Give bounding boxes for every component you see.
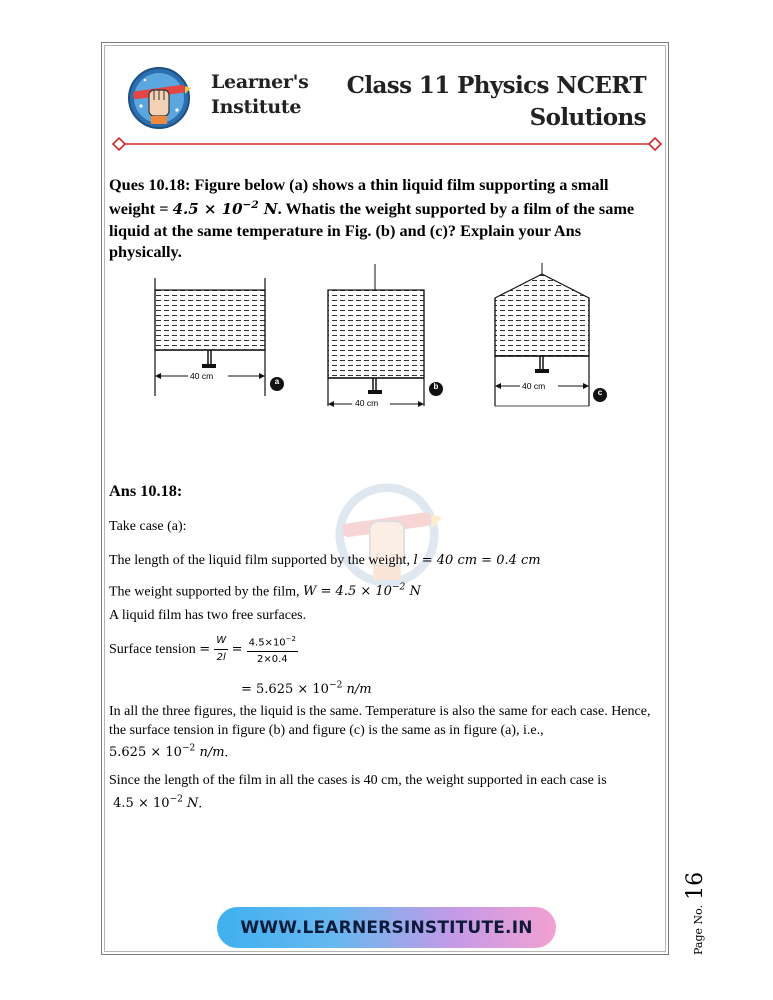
watermark-logo <box>332 480 442 590</box>
figure-c-badge: c <box>597 388 603 397</box>
title-line-1: Class 11 Physics NCERT <box>346 72 646 99</box>
explanation-paragraph-1: In all the three figures, the liquid is the same. Temperature is also the same for each case. Hence, the surface tension in figure (b) and figure (c) is the same as in figure (a), i.e., $5.625 \times 10^{-2}$ n/m. <box>109 704 651 761</box>
title-line-2: Solutions <box>529 104 646 131</box>
answer-length-line: The length of the liquid film supported by the weight, l = 40 cm = 0.4 cm <box>109 553 541 568</box>
surface-tension-line: Surface tension = $\frac{W}{2l}$ = $\frac{4.5\times 10^{-2}}{2\times 0.4}$ <box>109 635 296 666</box>
explanation-paragraph-2: Since the length of the film in all the cases is 40 cm, the weight supported in each case is $4.5 \times 10^{-2}$ N. <box>109 773 607 811</box>
film-figures <box>140 258 620 414</box>
brand-line-2: Institute <box>211 96 302 118</box>
question-text <box>109 174 654 262</box>
website-banner[interactable]: WWW.LEARNERSINSTITUTE.IN <box>217 907 556 948</box>
weight-equation: $W = 4.5 \times 10^{-2}$ N <box>303 583 421 600</box>
answer-weight-line: The weight supported by the film, $W = 4.5 \times 10^{-2}$ N <box>109 583 421 600</box>
fraction-w-over-2l: $\frac{W}{2l}$ <box>216 635 227 664</box>
question-label: Ques 10.18: <box>109 175 191 194</box>
header-divider <box>112 136 662 152</box>
figure-b-badge: b <box>433 382 439 391</box>
brand-line-1: Learner's <box>211 71 309 93</box>
figure-b-length-label: 40 cm <box>355 398 379 408</box>
brand-name <box>211 70 309 120</box>
page-title <box>347 70 646 134</box>
page-number-value: 16 <box>683 871 708 900</box>
figure-c <box>495 263 607 406</box>
figure-a <box>155 278 284 396</box>
figure-a-length-label: 40 cm <box>190 371 214 381</box>
question-part-1: Figure below (a) shows a thin liquid film supporting a small weight = <box>109 175 609 218</box>
free-surfaces-line: A liquid film has two free surfaces. <box>109 608 307 623</box>
question-part-2: . Whatis the weight supported by a film of the same liquid at the same temperature in Fig. (b) and (c)? Explain your Ans physically. <box>109 199 635 261</box>
figure-c-length-label: 40 cm <box>522 381 546 391</box>
question-weight: $4.5 \times 10^{-2}$ N <box>172 199 278 218</box>
answer-heading: Ans 10.18: <box>109 481 183 500</box>
fraction-values: $\frac{4.5\times 10^{-2}}{2\times 0.4}$ <box>248 635 296 666</box>
figure-a-badge: a <box>274 377 280 386</box>
page-number <box>683 872 708 955</box>
surface-tension-result: = $5.625 \times 10^{-2}$ n/m <box>241 681 372 698</box>
answer-case: Take case (a): <box>109 519 187 534</box>
page-number-label: Page No. <box>692 904 705 955</box>
length-equation: l = 40 cm = 0.4 cm <box>413 553 541 568</box>
institute-logo <box>127 66 191 130</box>
figure-b <box>328 264 443 407</box>
